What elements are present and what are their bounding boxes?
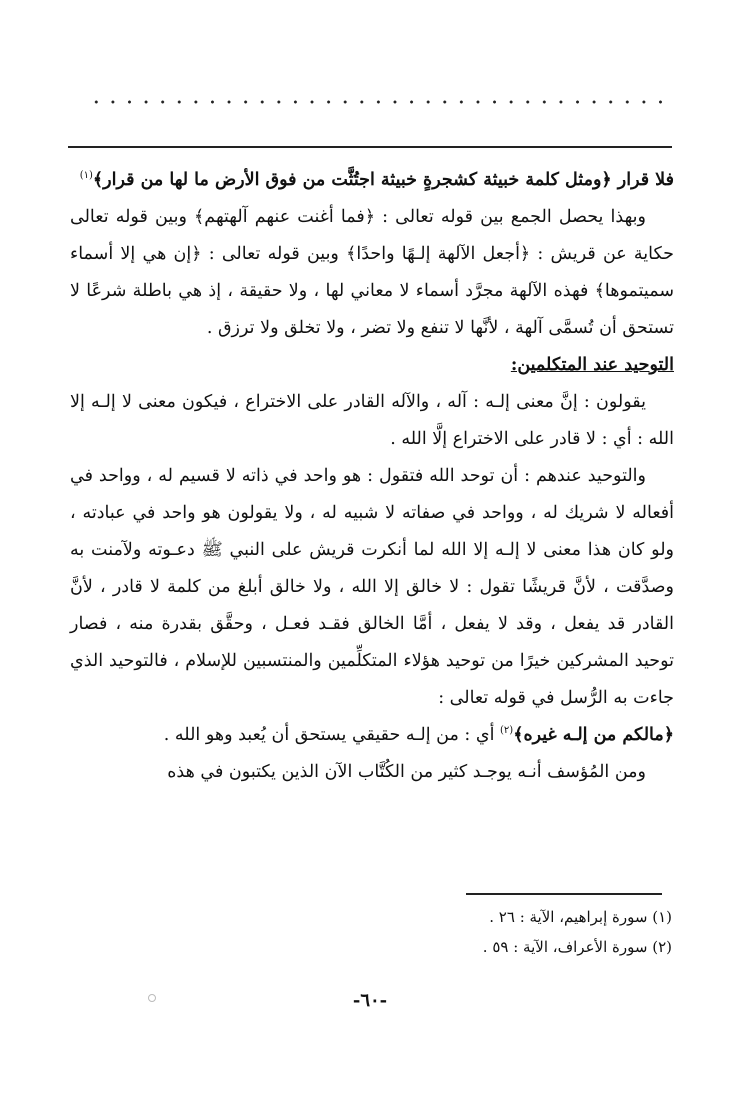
- footnotes: [300, 902, 672, 962]
- paragraph-1: [70, 162, 674, 199]
- paragraph-3: يقولون : إنَّ معنى إلـه : آله ، والآله القادر على الاختراع ، فيكون معنى لا إلـه إلا الله : أي : لا قادر على الاختراع إلَّا الله .: [70, 392, 674, 449]
- section-heading: التوحيد عند المتكلمين:: [510, 355, 674, 375]
- footnote-1: (١) سورة إبراهيم، الآية : ٢٦ .: [489, 908, 672, 926]
- top-rule: [68, 146, 672, 148]
- footnote-2: (٢) سورة الأعراف، الآية : ٥٩ .: [482, 938, 672, 956]
- main-text: [70, 162, 674, 791]
- paper-speck: [148, 994, 156, 1002]
- paragraph-2: وبهذا يحصل الجمع بين قوله تعالى : ﴿فما أغنت عنهم آلهتهم﴾ وبين قوله تعالى حكاية عن قريش : ﴿أجعل الآلهة إلـهًا واحدًا﴾ وبين قوله تعالى : ﴿إن هي إلا أسماء سميتموها﴾ فهذه الآلهة مجرَّد أسماء لا معاني لها ، ولا حقيقة ، إذ هي باطلة شرعًا لا تستحق أن تُسمَّى آلهة ، لأنَّها لا تنفع ولا تضر ، ولا تخلق ولا ترزق .: [70, 207, 674, 338]
- footnote-ref-2[interactable]: (٢): [500, 725, 514, 737]
- dotted-separator: [88, 96, 668, 108]
- quran-quote: فلا قرار ﴿ومثل كلمة خبيثة كشجرةٍ خبيثة اجتُثَّت من فوق الأرض ما لها من قرار﴾: [92, 170, 674, 190]
- paragraph-6: ومن المُؤسف أنـه يوجـد كثير من الكُتَّاب الآن الذين يكتبون في هذه: [167, 762, 646, 782]
- paragraph-5-tail: أي : من إلـه حقيقي يستحق أن يُعبد وهو الله .: [163, 725, 501, 745]
- footnote-ref-1[interactable]: (١): [79, 170, 93, 182]
- footnote-rule: [466, 893, 662, 895]
- paragraph-4: والتوحيد عندهم : أن توحد الله فتقول : هو واحد في ذاته لا قسيم له ، وواحد في أفعاله لا شريك له ، وواحد في صفاته لا شبيه له ، ولا يقولون هو واحد في عبادته ، ولو كان هذا معنى لا إلـه إلا الله لما أنكرت قريش على النبي ﷺ دعـوته ولآمنت به وصدَّقت ، لأنَّ قريشًا تقول : لا خالق إلا الله ، ولا خالق أبلغ من كلمة لا قادر ، لأنَّ القادر قد يفعل ، وقد لا يفعل ، أمَّا الخالق فقـد فعـل ، وحقَّق بقدرة منه ، فصار توحيد المشركين خيرًا من توحيد هؤلاء المتكلِّمين والمنتسبين للإسلام ، فالتوحيد الذي جاءت به الرُّسل في قوله تعالى :: [70, 466, 674, 708]
- paragraph-5: [70, 717, 674, 754]
- page-number: -٦٠-: [352, 990, 388, 1011]
- quran-quote-2: ﴿مالكم من إلـه غيره﴾: [513, 725, 674, 745]
